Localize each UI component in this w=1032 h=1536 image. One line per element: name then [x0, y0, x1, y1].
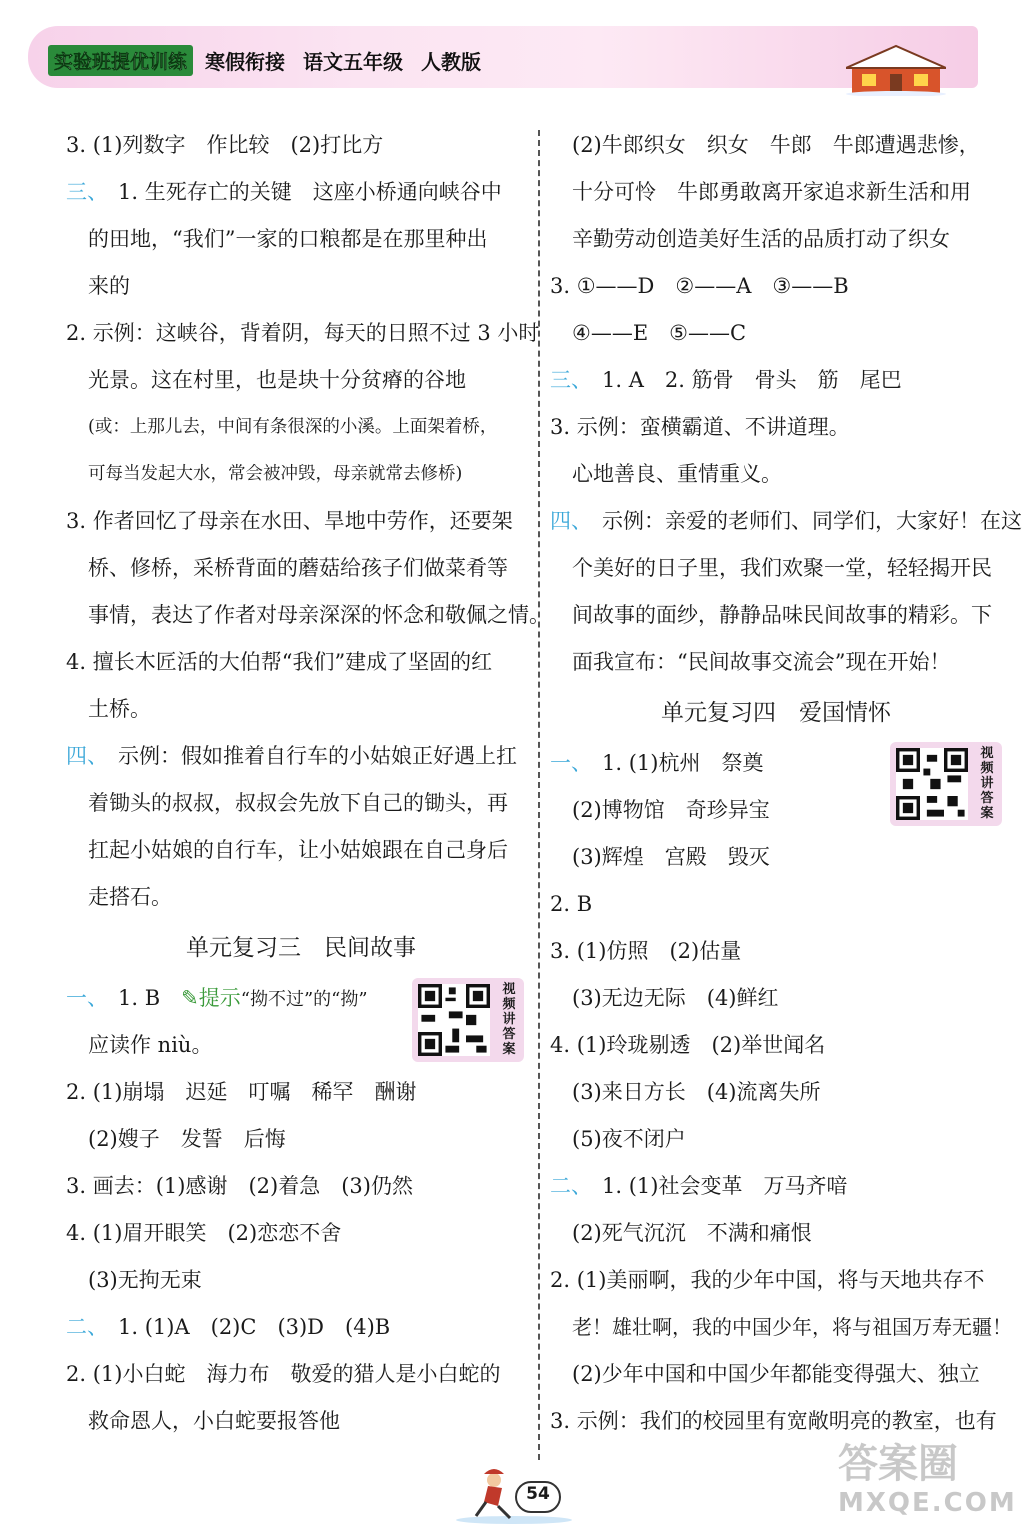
answer-line: 可每当发起大水，常会被冲毁，母亲就常去修桥) — [88, 464, 463, 484]
unit-heading: 单元复习四 爱国情怀 — [661, 700, 891, 726]
answer-line: 扛起小姑娘的自行车，让小姑娘跟在自己身后 — [88, 838, 508, 862]
answer-line: 面我宣布：“民间故事交流会”现在开始！ — [572, 650, 951, 674]
answer-line: 应读作 niù。 — [88, 1033, 213, 1057]
answer-line: 2. (1)美丽啊，我的少年中国，将与天地共存不 — [550, 1268, 985, 1292]
section-marker: 一、 — [66, 986, 108, 1010]
answer-line: 间故事的面纱，静静品味民间故事的精彩。下 — [572, 603, 992, 627]
answer-line: 2. 示例：这峡谷，背着阴，每天的日照不过 3 小时 — [66, 321, 540, 345]
answer-line: 2. (1)小白蛇 海力布 敬爱的猎人是小白蛇的 — [66, 1362, 501, 1386]
answer-line: 4. (1)眉开眼笑 (2)恋恋不舍 — [66, 1221, 342, 1245]
qr-code-icon — [896, 748, 968, 820]
tip-label: 提示 — [198, 986, 241, 1010]
answer-line: 来的 — [88, 274, 130, 298]
header-segment-2: 语文五年级 — [303, 49, 404, 74]
answer-line: (2)博物馆 奇珍异宝 — [572, 798, 770, 822]
qr-code-video-answer[interactable] — [890, 742, 1002, 826]
answer-line: 3. (1)列数字 作比较 (2)打比方 — [66, 133, 384, 157]
qr-code-icon — [418, 984, 490, 1056]
answer-line: 二、 1. (1)A (2)C (3)D (4)B — [66, 1315, 391, 1339]
section-marker: 四、 — [550, 509, 592, 533]
tip-icon: ✎ — [181, 986, 199, 1010]
answer-line: 心地善良、重情重义。 — [572, 462, 782, 486]
answer-line: 二、 1. (1)社会变革 万马齐喑 — [550, 1174, 848, 1198]
answer-line: 三、 1. 生死存亡的关键 这座小桥通向峡谷中 — [66, 180, 502, 204]
header-title — [48, 40, 499, 80]
answer-line: 四、 示例：亲爱的老师们、同学们，大家好！在这 — [550, 509, 1022, 533]
answer-line: 3. 示例：蛮横霸道、不讲道理。 — [550, 415, 850, 439]
answer-line: ④——E ⑤——C — [572, 321, 747, 345]
answer-line: (3)辉煌 宫殿 毁灭 — [572, 845, 770, 869]
header-segment-1: 寒假衔接 — [205, 49, 286, 74]
page-number: 54 — [526, 1484, 550, 1504]
answer-line: 3. ①——D ②——A ③——B — [550, 274, 849, 298]
answer-line: 救命恩人，小白蛇要报答他 — [88, 1409, 340, 1433]
section-marker: 一、 — [550, 751, 592, 775]
answer-line: 光景。这在村里，也是块十分贫瘠的谷地 — [88, 368, 466, 392]
answer-line: 3. 示例：我们的校园里有宽敞明亮的教室，也有 — [550, 1409, 997, 1433]
answer-line: (3)来日方长 (4)流离失所 — [572, 1080, 821, 1104]
snow-house-icon — [846, 44, 946, 96]
header-segment-3: 人教版 — [421, 49, 482, 74]
answer-line: (5)夜不闭户 — [572, 1127, 686, 1151]
unit-heading: 单元复习三 民间故事 — [186, 935, 416, 961]
answer-line: 走搭石。 — [88, 885, 172, 909]
qr-label: 视频讲答案 — [980, 746, 994, 821]
answer-line: 十分可怜 牛郎勇敢离开家追求新生活和用 — [572, 180, 971, 204]
answer-line: 着锄头的叔叔，叔叔会先放下自己的锄头，再 — [88, 791, 508, 815]
answer-line: 4. (1)玲珑剔透 (2)举世闻名 — [550, 1033, 826, 1057]
answer-line: 3. (1)仿照 (2)估量 — [550, 939, 742, 963]
qr-label: 视频讲答案 — [502, 982, 516, 1057]
qr-code-video-answer[interactable] — [412, 978, 524, 1062]
answer-line: 四、 示例：假如推着自行车的小姑娘正好遇上扛 — [66, 744, 517, 768]
left-column — [66, 122, 550, 1445]
answer-line: 3. 作者回忆了母亲在水田、旱地中劳作，还要架 — [66, 509, 513, 533]
section-marker: 三、 — [550, 368, 592, 392]
answer-line: 一、 1. (1)杭州 祭奠 — [550, 751, 764, 775]
answer-line: 老！雄壮啊，我的中国少年，将与祖国万寿无疆！ — [572, 1315, 1012, 1339]
answer-line: (2)牛郎织女 织女 牛郎 牛郎遭遇悲惨， — [572, 133, 980, 157]
answer-line: 2. (1)崩塌 迟延 叮嘱 稀罕 酬谢 — [66, 1080, 417, 1104]
answer-line: 一、 1. B ✎提示“拗不过”的“拗” — [66, 986, 368, 1010]
answer-line: 4. 擅长木匠活的大伯帮“我们”建成了坚固的红 — [66, 650, 493, 674]
answer-line: 土桥。 — [88, 697, 151, 721]
section-marker: 二、 — [66, 1315, 108, 1339]
answer-line: 桥、修桥，采桥背面的蘑菇给孩子们做菜肴等 — [88, 556, 508, 580]
answer-line: 事情，表达了作者对母亲深深的怀念和敬佩之情。 — [88, 603, 550, 627]
answer-line: (2)死气沉沉 不满和痛恨 — [572, 1221, 812, 1245]
section-marker: 三、 — [66, 180, 108, 204]
answer-line: 3. 画去：(1)感谢 (2)着急 (3)仍然 — [66, 1174, 413, 1198]
series-brand: 实验班提优训练 — [48, 45, 193, 76]
answer-line: 辛勤劳动创造美好生活的品质打动了织女 — [572, 227, 950, 251]
answer-line: (3)无边无际 (4)鲜红 — [572, 986, 779, 1010]
answer-line: 2. B — [550, 892, 593, 916]
section-marker: 四、 — [66, 744, 108, 768]
answer-line: (2)少年中国和中国少年都能变得强大、独立 — [572, 1362, 980, 1386]
section-marker: 二、 — [550, 1174, 592, 1198]
answer-line: (3)无拘无束 — [88, 1268, 202, 1292]
answer-line: 个美好的日子里，我们欢聚一堂，轻轻揭开民 — [572, 556, 992, 580]
answer-line: (2)嫂子 发誓 后悔 — [88, 1127, 286, 1151]
watermark: 答案圈 MXQE.COM — [838, 1441, 1017, 1518]
answer-line: 的田地，“我们”一家的口粮都是在那里种出 — [88, 227, 488, 251]
answer-line: (或：上那儿去，中间有条很深的小溪。上面架着桥， — [88, 417, 498, 437]
answer-line: 三、 1. A 2. 筋骨 骨头 筋 尾巴 — [550, 368, 902, 392]
